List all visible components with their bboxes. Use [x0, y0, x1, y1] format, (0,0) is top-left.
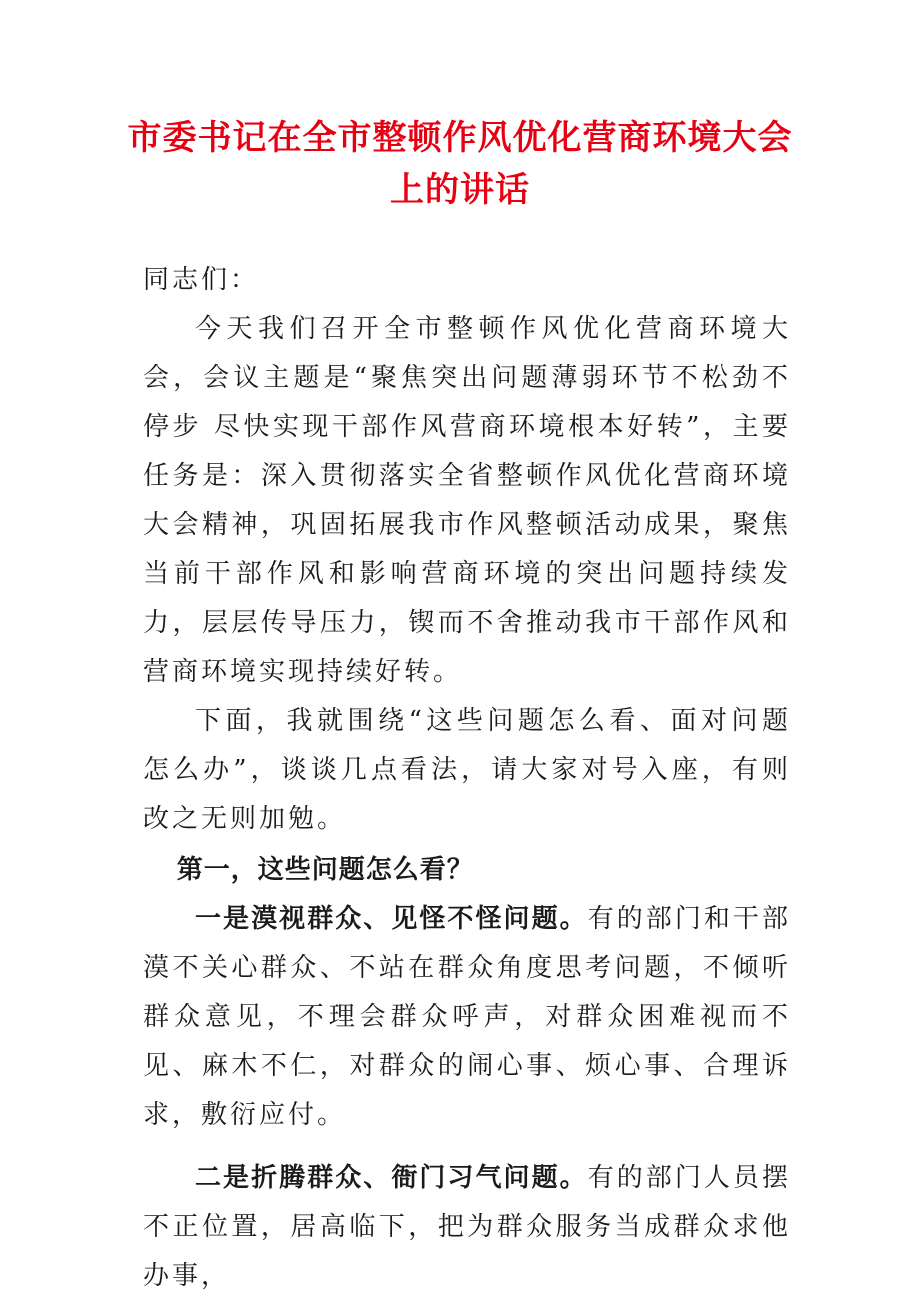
- item-1-paragraph: [143, 895, 791, 1140]
- item-2-text: 有的部门人员摆不正位置，居高临下，把为群众服务当成群众求他办事，: [143, 1163, 791, 1291]
- item-2-lead: 二是折腾群众、衙门习气问题。: [195, 1163, 588, 1193]
- greeting: 同志们：: [143, 265, 260, 295]
- section-heading-1: 第一，这些问题怎么看？: [176, 855, 474, 885]
- paragraph-outline: 下面，我就围绕“这些问题怎么看、面对问题怎么办”，谈谈几点看法，请大家对号入座，有则改之无则加勉。: [143, 706, 791, 834]
- item-1-text: 有的部门和干部漠不关心群众、不站在群众角度思考问题，不倾听群众意见，不理会群众呼声，对群众困难视而不见、麻木不仁，对群众的闹心事、烦心事、合理诉求，敷衍应付。: [143, 904, 791, 1130]
- item-1-lead: 一是漠视群众、见怪不怪问题。: [195, 904, 588, 934]
- document-title: 市委书记在全市整顿作风优化营商环境大会上的讲话: [127, 118, 793, 210]
- item-2-paragraph: [143, 1154, 791, 1301]
- paragraph-intro: 今天我们召开全市整顿作风优化营商环境大会，会议主题是“聚焦突出问题薄弱环节不松劲不停步 尽快实现干部作风营商环境根本好转”，主要任务是：深入贯彻落实全省整顿作风优化营商环境大会精神，巩固拓展我市作风整顿活动成果，聚焦当前干部作风和影响营商环境的突出问题持续发力，层层传导压力，锲而不舍推动我市干部作风和营商环境实现持续好转。: [143, 314, 791, 687]
- document-body: [143, 256, 791, 1301]
